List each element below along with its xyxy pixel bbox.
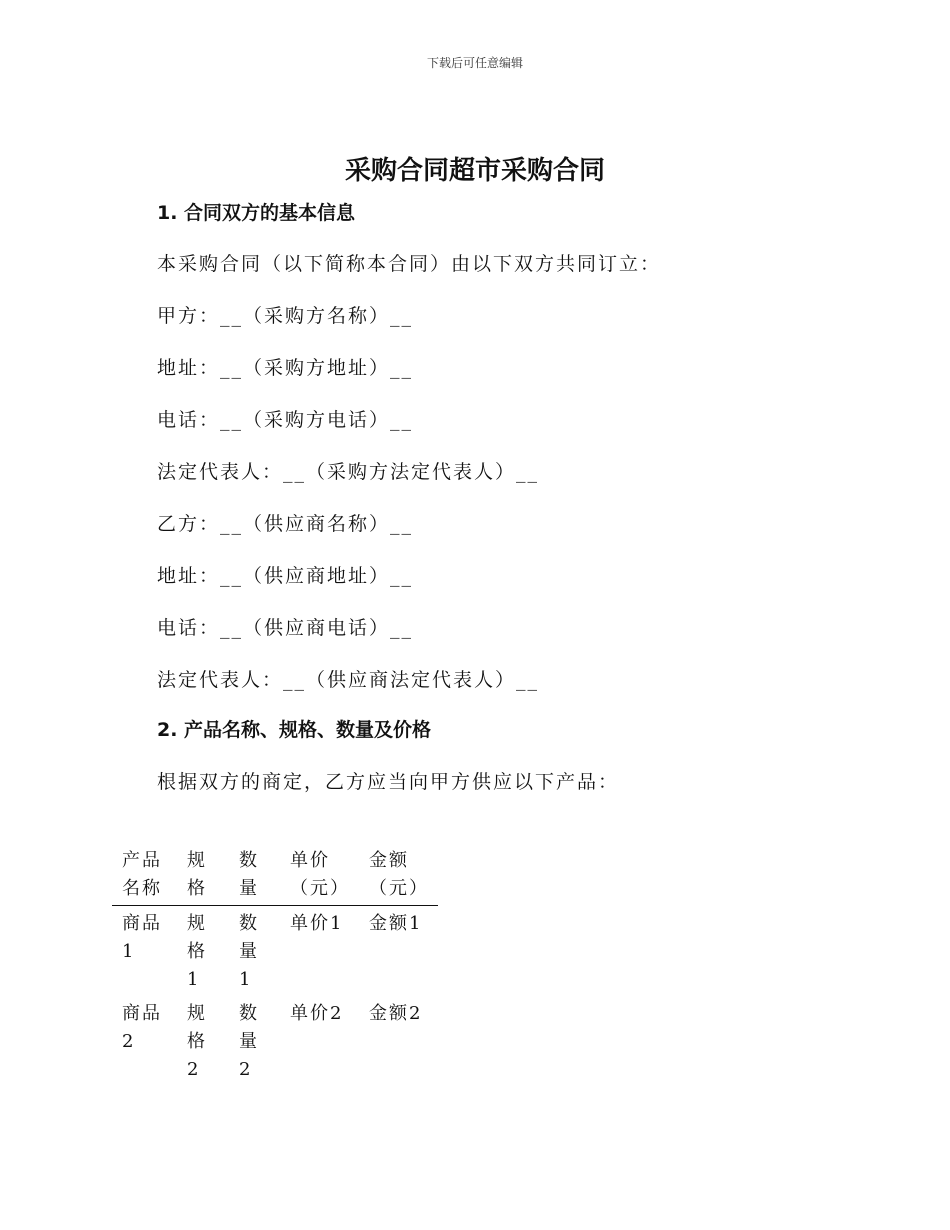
table-cell: 金额1 <box>369 913 423 934</box>
table-row <box>112 996 438 1086</box>
party-b-name-line: 乙方：__（供应商名称）__ <box>157 513 414 535</box>
page-header-note: 下载后可任意编辑 <box>426 56 523 70</box>
table-header-cell: 金额（元） <box>369 850 429 899</box>
table-cell: 商品1 <box>122 913 162 962</box>
party-b-phone-line: 电话：__（供应商电话）__ <box>157 617 414 639</box>
table-cell: 数量2 <box>239 1003 259 1080</box>
table-header-cell: 单价（元） <box>290 850 350 899</box>
table-header-cell: 数量 <box>239 850 259 899</box>
party-b-address-line: 地址：__（供应商地址）__ <box>157 565 414 587</box>
party-a-address-line: 地址：__（采购方地址）__ <box>157 357 414 379</box>
table-cell: 商品2 <box>122 1003 162 1052</box>
party-b-representative-line: 法定代表人：__（供应商法定代表人）__ <box>157 669 540 691</box>
section-heading-products: 2. 产品名称、规格、数量及价格 <box>157 719 432 741</box>
table-header-cell: 产品名称 <box>122 850 162 899</box>
intro-paragraph: 本采购合同（以下简称本合同）由以下双方共同订立： <box>157 253 662 275</box>
party-a-representative-line: 法定代表人：__（采购方法定代表人）__ <box>157 461 540 483</box>
table-cell: 规格1 <box>187 913 207 990</box>
table-cell: 数量1 <box>239 913 259 990</box>
table-row <box>112 906 438 996</box>
table-cell: 规格2 <box>187 1003 207 1080</box>
table-cell: 单价1 <box>290 913 344 934</box>
table-cell: 金额2 <box>369 1003 423 1024</box>
products-intro-paragraph: 根据双方的商定，乙方应当向甲方供应以下产品： <box>157 771 620 793</box>
section-heading-parties: 1. 合同双方的基本信息 <box>157 202 356 224</box>
party-a-name-line: 甲方：__（采购方名称）__ <box>157 305 414 327</box>
table-cell: 单价2 <box>290 1003 344 1024</box>
table-header-cell: 规格 <box>187 850 207 899</box>
document-title: 采购合同超市采购合同 <box>344 156 605 186</box>
products-table <box>112 818 438 1086</box>
table-header-row <box>112 818 438 906</box>
party-a-phone-line: 电话：__（采购方电话）__ <box>157 409 414 431</box>
